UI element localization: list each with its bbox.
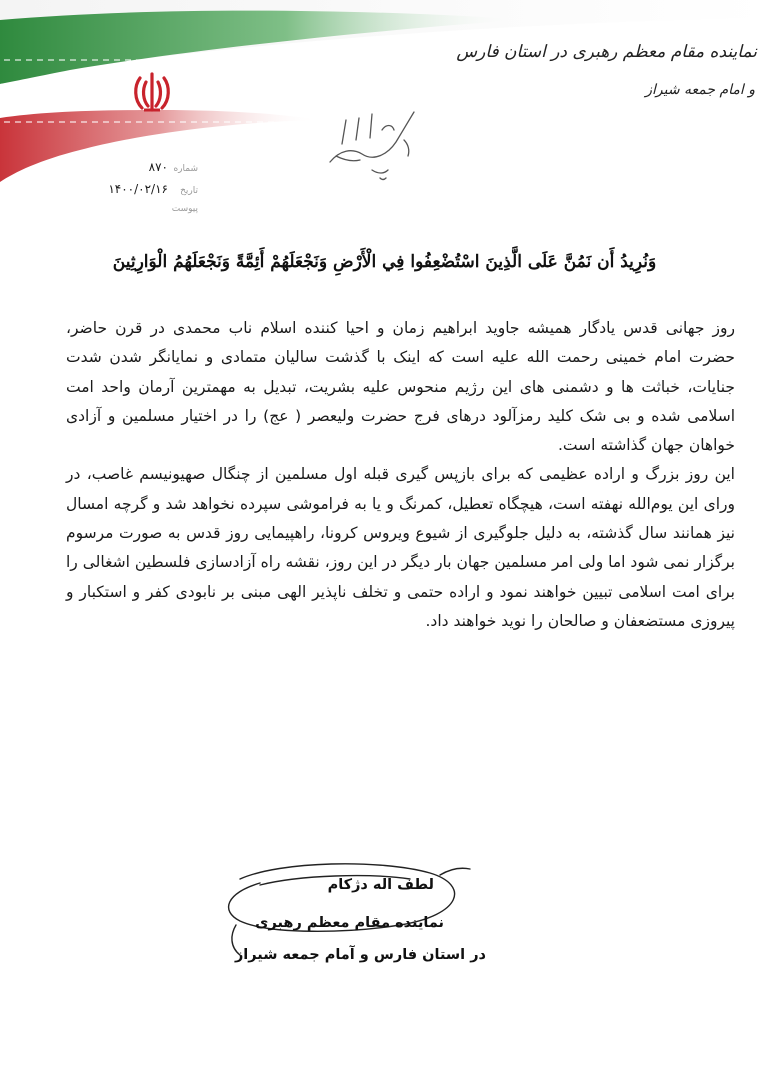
organization-subtitle: و امام جمعه شیراز — [645, 82, 755, 98]
body-paragraph: روز جهانی قدس یادگار همیشه جاوید ابراهیم زمان و احیا کننده اسلام ناب محمدی در قرن حاضر، حضرت امام خمینی رحمت الله علیه است که اینک با گذشت سالیان متمادی و نمایانگر شدن شدت جنایات، خباثت ها و دشمنی های این رژیم منحوس علیه بشریت، تبدیل به مهمترین آرمان واحد امت اسلامی شده و بی شک کلید رمزآلود درهای فرج حضرت ولیعصر ( عج) را در اختیار مسلمین و آزادی خواهان جهان گذاشته است. — [66, 319, 735, 455]
signatory-name: لطف اله دژکام — [327, 877, 434, 893]
letter-date: ۱۴۰۰/۰۲/۱۶ — [108, 182, 168, 196]
letter-body — [66, 314, 735, 636]
organization-title: نماینده مقام معظم رهبری در استان فارس — [456, 42, 757, 62]
signatory-place: در استان فارس و آمام جمعه شیراز — [234, 947, 486, 963]
letter-date-row — [78, 182, 198, 204]
body-paragraph: این روز بزرگ و اراده عظیمی که برای بازپس گیری قبله اول مسلمین از چنگال صهیونیسم غاصب، در ورای این یوم‌الله نهفته است، هیچگاه تعطیل، کمرنگ و یا به فراموشی سپرده نخواهد شد و گرچه امسال نیز همانند سال گذشته، به دلیل جلوگیری از شیوع ویروس کرونا، راهپیمایی روز قدس به صورت مرسوم برگزار نمی شود اما ولی امر مسلمین جهان بار دیگر در این روز، نقشه راه آزادسازی فلسطین اشغالی را برای امت اسلامی تبیین خواهند نمود و اراده حتمی و تخلف ناپذیر الهی مبنی بر نابودی کفر و استکبار و پیروزی مستضعفان و صالحان را نوید خواهند داد. — [66, 465, 735, 630]
signature-block — [200, 855, 500, 985]
signatory-role: نماینده مقام معظم رهبری — [255, 915, 444, 931]
letter-number-row — [78, 160, 198, 182]
attachment-label: پیوست — [171, 204, 198, 214]
iran-emblem-icon — [130, 70, 174, 116]
letter-meta — [78, 160, 198, 226]
quran-verse-heading: وَنُرِيدُ أَن نَمُنَّ عَلَى الَّذِينَ اسْتُضْعِفُوا فِي الْأَرْضِ وَنَجْعَلَهُمْ أَئِمَّةً وَنَجْعَلَهُمُ الْوَارِثِينَ — [112, 252, 657, 272]
attachment-row — [78, 204, 198, 226]
letter-number: ۸۷۰ — [148, 160, 168, 174]
number-label: شماره — [173, 164, 198, 174]
date-label: تاریخ — [180, 186, 198, 196]
basmala-calligraphy-icon — [322, 100, 422, 190]
